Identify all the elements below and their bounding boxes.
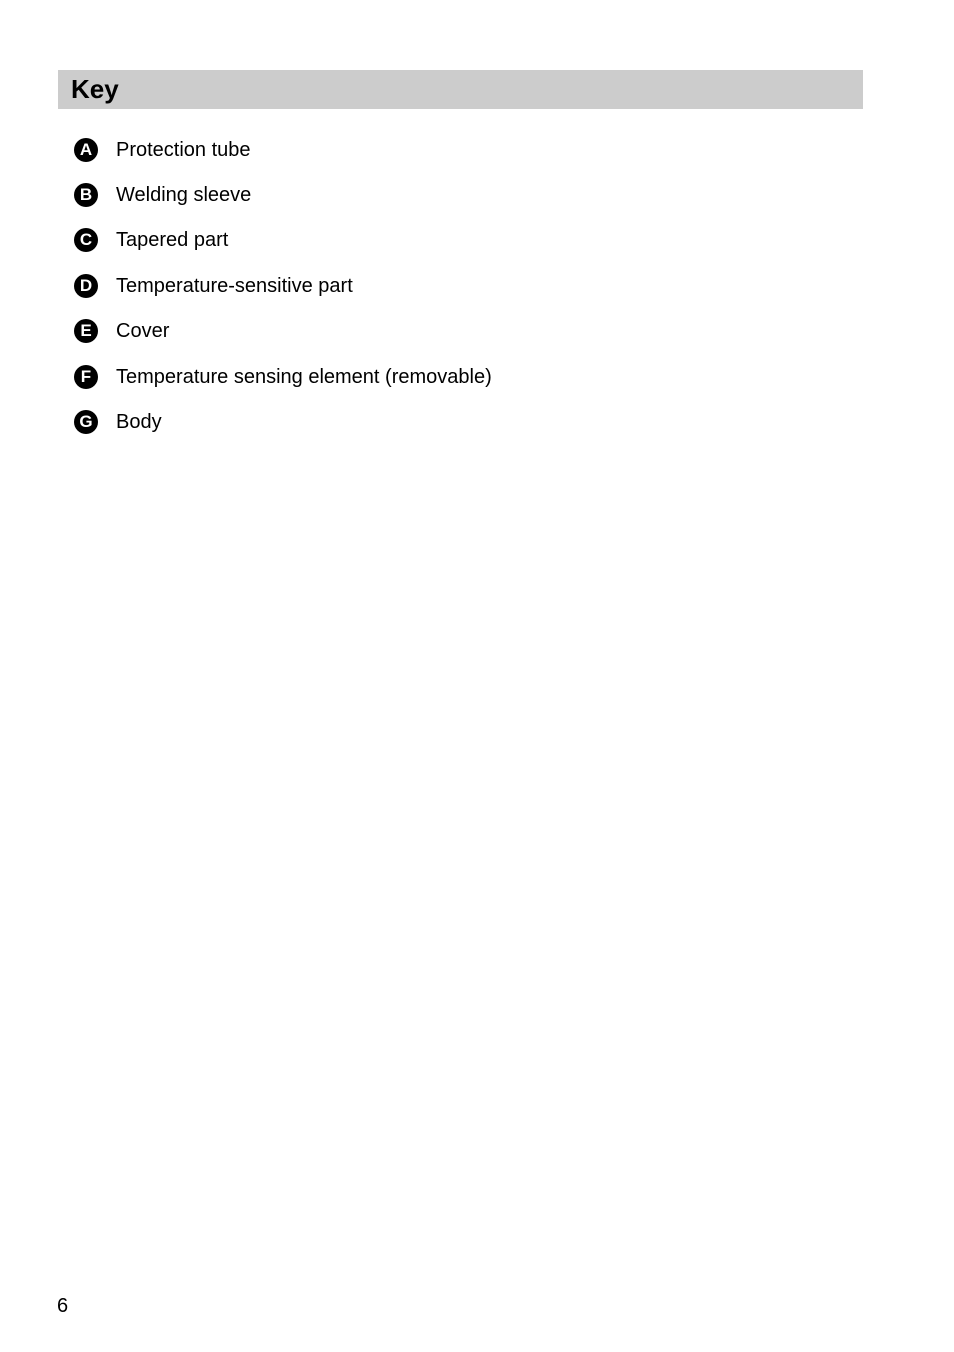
key-item-welding-sleeve xyxy=(74,172,492,217)
key-letter-badge: E xyxy=(74,319,98,343)
key-item-label: Body xyxy=(116,411,162,434)
key-item-cover xyxy=(74,309,492,354)
key-item-tapered-part xyxy=(74,218,492,263)
key-letter-badge: C xyxy=(74,228,98,252)
key-item-label: Tapered part xyxy=(116,229,229,252)
key-section-header xyxy=(58,70,863,109)
key-item-label: Cover xyxy=(116,320,170,343)
key-letter-badge: F xyxy=(74,365,98,389)
key-item-temperature-sensing-element xyxy=(74,354,492,399)
key-item-label: Temperature sensing element (removable) xyxy=(116,365,492,388)
section-title: Key xyxy=(71,74,119,104)
key-item-protection-tube xyxy=(74,127,492,172)
key-item-temperature-sensitive-part xyxy=(74,263,492,308)
key-item-body xyxy=(74,399,492,444)
page-number: 6 xyxy=(57,1295,69,1317)
key-letter-badge: D xyxy=(74,274,98,298)
key-item-label: Temperature-sensitive part xyxy=(116,274,353,297)
key-list xyxy=(74,127,492,445)
key-letter-badge: B xyxy=(74,183,98,207)
key-item-label: Welding sleeve xyxy=(116,184,252,207)
key-letter-badge: A xyxy=(74,138,98,162)
key-letter-badge: G xyxy=(74,410,98,434)
key-item-label: Protection tube xyxy=(116,138,251,161)
